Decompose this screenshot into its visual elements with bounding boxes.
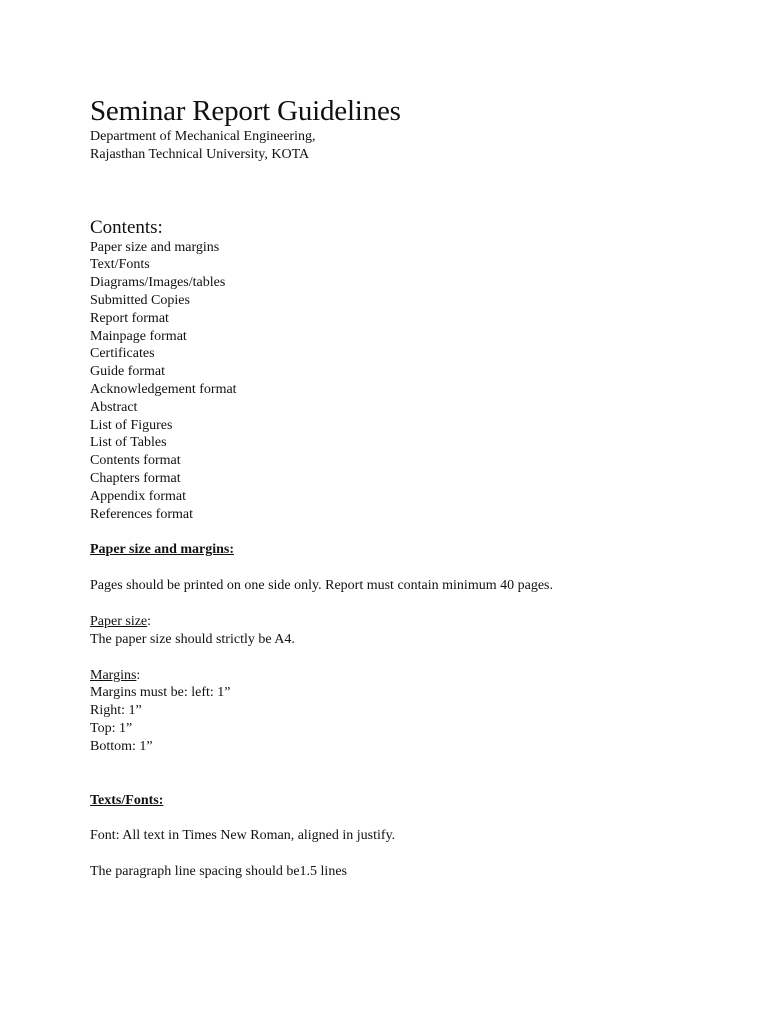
margin-line: Right: 1” — [90, 703, 142, 719]
margin-line: Bottom: 1” — [90, 738, 153, 754]
contents-item: Mainpage format — [90, 328, 187, 344]
margins-label-line — [90, 667, 710, 685]
contents-item: Submitted Copies — [90, 292, 190, 308]
margin-line: Top: 1” — [90, 720, 133, 736]
margin-line: Margins must be: left: 1” — [90, 685, 231, 701]
contents-item: Report format — [90, 310, 169, 326]
document-title: Seminar Report Guidelines — [90, 95, 401, 127]
paper-size-text: The paper size should strictly be A4. — [90, 631, 295, 647]
contents-item: Text/Fonts — [90, 257, 150, 273]
paper-size-section — [90, 541, 710, 755]
contents-heading: Contents: — [90, 216, 163, 238]
contents-item: Acknowledgement format — [90, 381, 237, 397]
document-subtitle — [90, 128, 710, 164]
margins-colon: : — [136, 667, 141, 683]
contents-list — [90, 239, 710, 524]
contents-item: List of Figures — [90, 417, 173, 433]
paper-intro-text: Pages should be printed on one side only. Report must contain minimum 40 pages. — [90, 578, 553, 594]
contents-item: Chapters format — [90, 470, 181, 486]
contents-item: Certificates — [90, 346, 155, 362]
paper-size-label-line — [90, 613, 710, 631]
texts-fonts-heading: Texts/Fonts: — [90, 792, 164, 808]
contents-item: Diagrams/Images/tables — [90, 275, 226, 291]
university-line: Rajasthan Technical University, KOTA — [90, 146, 310, 162]
contents-item: Paper size and margins — [90, 239, 220, 255]
paper-size-colon: : — [147, 613, 152, 629]
contents-item: Appendix format — [90, 488, 187, 504]
font-text: Font: All text in Times New Roman, aligned in justify. — [90, 828, 396, 844]
texts-fonts-section — [90, 792, 710, 881]
document-page — [90, 94, 710, 881]
paper-size-heading: Paper size and margins: — [90, 542, 235, 558]
department-line: Department of Mechanical Engineering, — [90, 129, 316, 144]
margins-label: Margins — [90, 667, 137, 683]
contents-item: Abstract — [90, 399, 138, 415]
contents-item: Contents format — [90, 453, 181, 469]
contents-item: List of Tables — [90, 435, 167, 451]
line-spacing-text: The paragraph line spacing should be1.5 lines — [90, 864, 347, 880]
contents-item: Guide format — [90, 364, 166, 380]
paper-size-label: Paper size — [90, 613, 148, 629]
contents-item: References format — [90, 506, 193, 522]
